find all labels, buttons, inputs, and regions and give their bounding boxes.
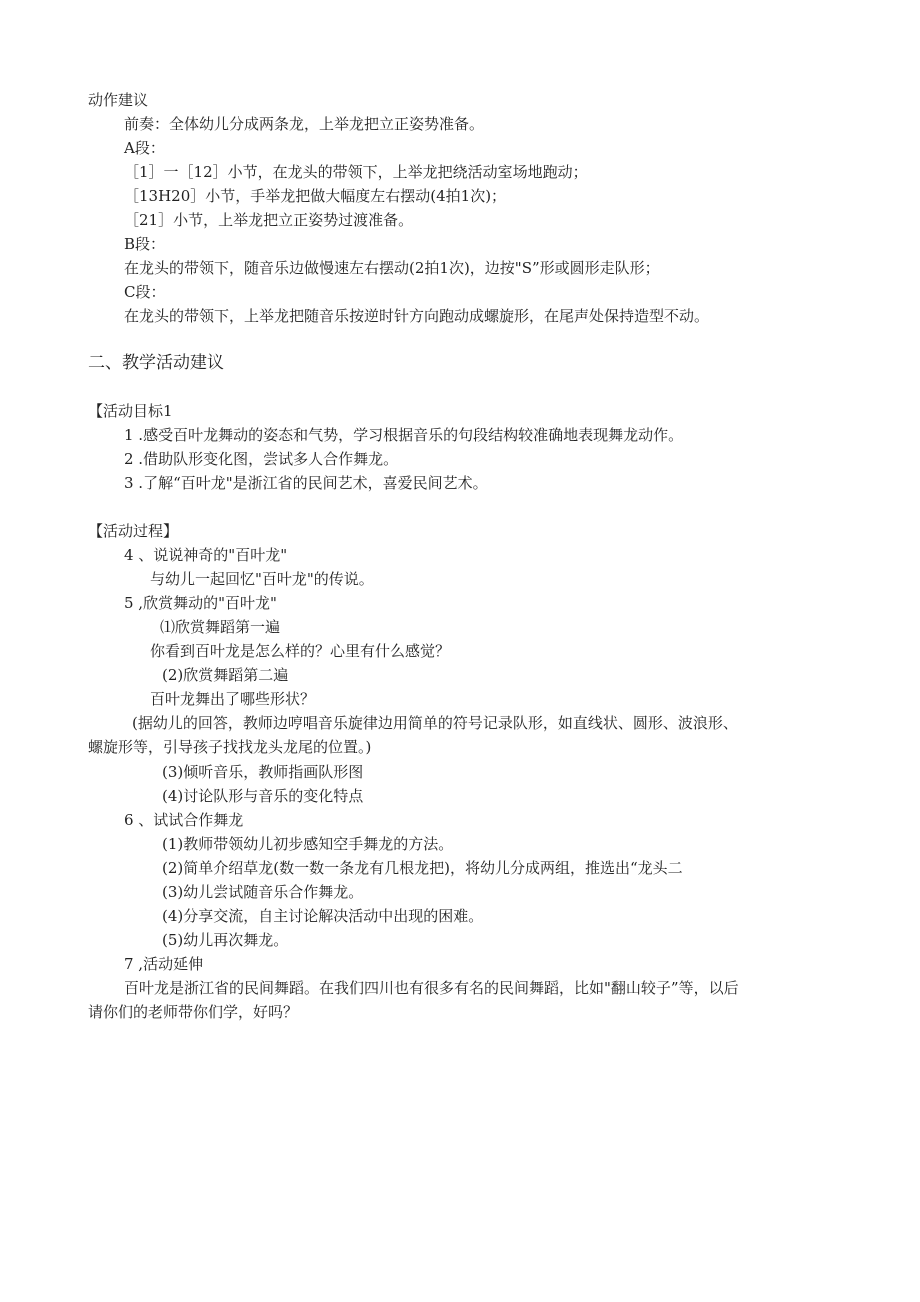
segment-a-line: ［13H20］小节，手举龙把做大幅度左右摆动(4拍1次)； [124,187,507,205]
process-step-5-2: (2)欣赏舞蹈第二遍 [162,666,289,684]
process-step-5-4: (4)讨论队形与音乐的变化特点 [162,787,364,805]
process-step-4: 4 、说说神奇的"百叶龙" [124,546,288,564]
process-step-5: 5 ,欣赏舞动的"百叶龙" [124,594,277,612]
prelude-text: 前奏：全体幼儿分成两条龙，上举龙把立正姿势准备。 [124,115,485,133]
process-step-6-item: (4)分享交流，自主讨论解决活动中出现的困难。 [162,907,484,925]
process-step-6-item: (2)简单介绍草龙(数一数一条龙有几根龙把)，将幼儿分成两组，推选出“龙头二 [162,859,683,877]
process-step-6: 6 、试试合作舞龙 [124,811,244,829]
segment-a-label: A段： [124,139,165,157]
section-heading: 二、教学活动建议 [88,353,224,373]
segment-c-label: C段： [124,283,166,301]
process-title: 【活动过程】 [88,522,179,540]
process-step-5-2-question: 百叶龙舞出了哪些形状？ [150,690,316,708]
process-step-7-line: 百叶龙是浙江省的民间舞蹈。在我们四川也有很多有名的民间舞蹈，比如"翻山较子”等，以后 [124,979,739,997]
goal-item: 2 .借助队形变化图，尝试多人合作舞龙。 [124,450,399,468]
segment-c-line: 在龙头的带领下，上举龙把随音乐按逆时针方向跑动成螺旋形，在尾声处保持造型不动。 [124,307,710,325]
process-step-7: 7 ,活动延伸 [124,955,204,973]
teacher-note-line: (据幼儿的回答，教师边哼唱音乐旋律边用简单的符号记录队形，如直线状、圆形、波浪形、 [132,714,738,732]
process-step-5-3: (3)倾听音乐，教师指画队形图 [162,763,364,781]
process-step-4-detail: 与幼儿一起回忆"百叶龙"的传说。 [150,570,374,588]
goal-item: 3 .了解“百叶龙"是浙江省的民间艺术，喜爱民间艺术。 [124,474,488,492]
process-step-5-1: ⑴欣赏舞蹈第一遍 [160,618,281,636]
section-title-action: 动作建议 [88,91,149,109]
process-step-7-line: 请你们的老师带你们学，好吗？ [88,1003,299,1021]
goals-title: 【活动目标1 [88,402,173,420]
process-step-6-item: (5)幼儿再次舞龙。 [162,931,289,949]
segment-b-label: B段： [124,235,166,253]
teacher-note-line: 螺旋形等，引导孩子找找龙头龙尾的位置。) [88,738,372,756]
process-step-5-1-question: 你看到百叶龙是怎么样的？心里有什么感觉？ [150,642,451,660]
goal-item: 1 .感受百叶龙舞动的姿态和气势，学习根据音乐的句段结构较准确地表现舞龙动作。 [124,426,684,444]
segment-a-line: ［21］小节，上举龙把立正姿势过渡准备。 [124,211,414,229]
process-step-6-item: (3)幼儿尝试随音乐合作舞龙。 [162,883,364,901]
segment-b-line: 在龙头的带领下，随音乐边做慢速左右摆动(2拍1次)，边按"S”形或圆形走队形； [124,259,660,277]
process-step-6-item: (1)教师带领幼儿初步感知空手舞龙的方法。 [162,835,454,853]
segment-a-line: ［1］一［12］小节，在龙头的带领下，上举龙把绕活动室场地跑动； [124,163,588,181]
